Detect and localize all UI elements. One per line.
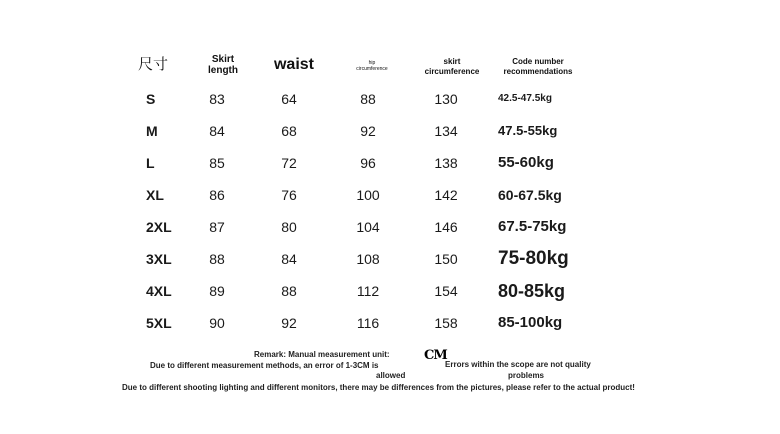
hip-cell: 88 bbox=[360, 91, 376, 107]
hip-cell: 108 bbox=[356, 251, 380, 267]
table-row bbox=[0, 243, 780, 275]
waist-cell: 64 bbox=[281, 91, 297, 107]
hip-cell: 100 bbox=[356, 187, 380, 203]
hip-cell: 96 bbox=[360, 155, 376, 171]
table-row bbox=[0, 211, 780, 243]
skirt-circumference-cell: 150 bbox=[434, 251, 458, 267]
skirt-circumference-cell: 146 bbox=[434, 219, 458, 235]
header-skirt-circumference bbox=[414, 57, 490, 77]
length-cell: 88 bbox=[209, 251, 225, 267]
waist-cell: 88 bbox=[281, 283, 297, 299]
size-cell: XL bbox=[146, 187, 164, 203]
size-cell: 4XL bbox=[146, 283, 172, 299]
hip-cell: 112 bbox=[356, 283, 380, 299]
cm-logo-icon: CM bbox=[424, 348, 447, 363]
size-cell: S bbox=[146, 91, 156, 107]
remark-note: Remark: Manual measurement unit: bbox=[254, 350, 390, 359]
waist-cell: 76 bbox=[281, 187, 297, 203]
table-row bbox=[0, 179, 780, 211]
skirt-circumference-cell: 134 bbox=[434, 123, 458, 139]
length-cell: 89 bbox=[209, 283, 225, 299]
header-waist: waist bbox=[273, 56, 314, 73]
weight-recommendation-cell: 42.5-47.5kg bbox=[498, 93, 552, 104]
length-cell: 87 bbox=[209, 219, 225, 235]
table-row bbox=[0, 275, 780, 307]
size-cell: L bbox=[146, 155, 155, 171]
header-skirt-length bbox=[190, 55, 256, 76]
weight-recommendation-cell: 75-80kg bbox=[498, 248, 569, 269]
header-hip-circumference bbox=[336, 61, 408, 73]
header-skirt-length-text: Skirt length bbox=[208, 54, 238, 76]
size-cell: 2XL bbox=[146, 219, 172, 235]
waist-cell: 68 bbox=[281, 123, 297, 139]
waist-cell: 92 bbox=[281, 315, 297, 331]
header-code-recommendations bbox=[490, 57, 586, 77]
table-row bbox=[0, 307, 780, 339]
header-hip-text: hip circumference bbox=[356, 60, 388, 72]
table-row bbox=[0, 83, 780, 115]
waist-cell: 72 bbox=[281, 155, 297, 171]
errors-note: Errors within the scope are not quality bbox=[445, 360, 591, 369]
length-cell: 84 bbox=[209, 123, 225, 139]
table-row bbox=[0, 147, 780, 179]
skirt-circumference-cell: 158 bbox=[434, 315, 458, 331]
hip-cell: 104 bbox=[356, 219, 380, 235]
weight-recommendation-cell: 80-85kg bbox=[498, 281, 566, 301]
hip-cell: 92 bbox=[360, 123, 376, 139]
allowed-note: allowed bbox=[376, 371, 406, 380]
header-code-text: Code number recommendations bbox=[503, 57, 573, 76]
weight-recommendation-cell: 60-67.5kg bbox=[498, 187, 562, 203]
skirt-circumference-cell: 138 bbox=[434, 155, 458, 171]
length-cell: 83 bbox=[209, 91, 225, 107]
skirt-circumference-cell: 130 bbox=[434, 91, 458, 107]
length-cell: 85 bbox=[209, 155, 225, 171]
weight-recommendation-cell: 67.5-75kg bbox=[498, 218, 567, 235]
problems-note: problems bbox=[508, 371, 545, 380]
length-cell: 86 bbox=[209, 187, 225, 203]
size-cell: 3XL bbox=[146, 251, 172, 267]
skirt-circumference-cell: 154 bbox=[434, 283, 458, 299]
size-cell: M bbox=[146, 123, 158, 139]
hip-cell: 116 bbox=[356, 315, 380, 331]
header-skirt-circ-text: skirt circumference bbox=[424, 57, 480, 76]
size-cell: 5XL bbox=[146, 315, 172, 331]
waist-cell: 80 bbox=[281, 219, 297, 235]
length-cell: 90 bbox=[209, 315, 225, 331]
header-size: 尺寸 bbox=[137, 55, 168, 73]
table-row bbox=[0, 115, 780, 147]
weight-recommendation-cell: 55-60kg bbox=[498, 154, 554, 171]
lighting-note: Due to different shooting lighting and different monitors, there may be differences from the pictures, please refer to the actual product! bbox=[122, 383, 635, 392]
weight-recommendation-cell: 47.5-55kg bbox=[498, 123, 558, 138]
methods-note: Due to different measurement methods, an error of 1-3CM is bbox=[150, 361, 379, 370]
waist-cell: 84 bbox=[281, 251, 297, 267]
weight-recommendation-cell: 85-100kg bbox=[498, 314, 563, 331]
skirt-circumference-cell: 142 bbox=[434, 187, 458, 203]
